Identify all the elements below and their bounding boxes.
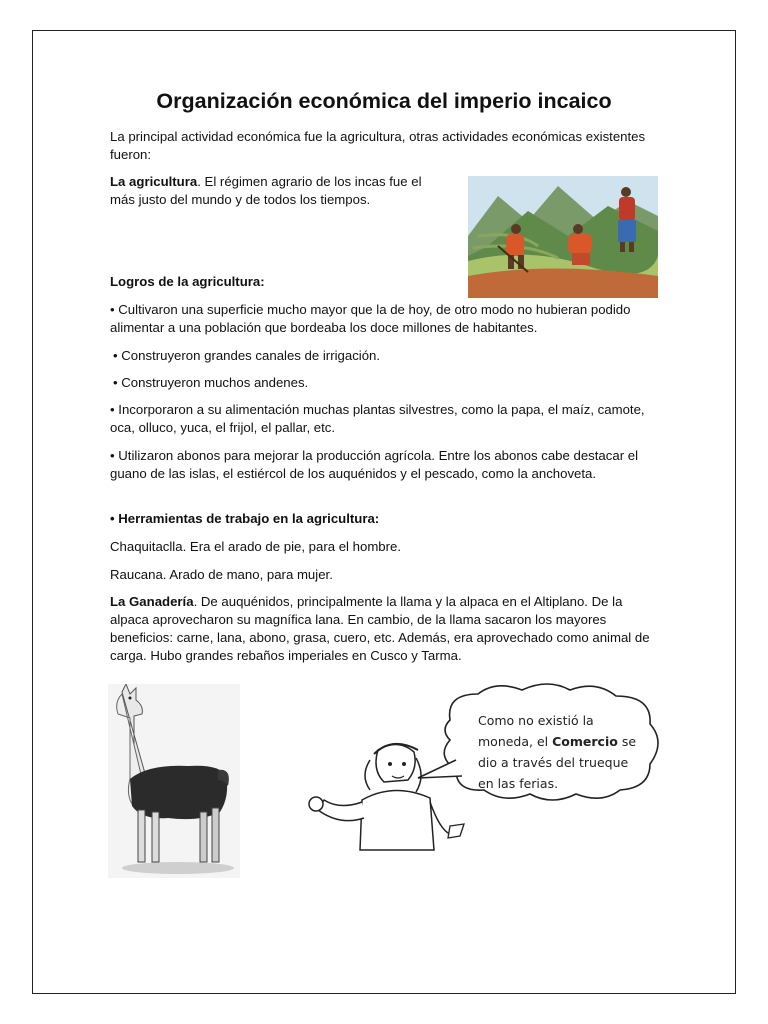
bubble-line-part: se [617,734,637,749]
bubble-line [478,731,648,752]
bubble-line-part: moneda, el [478,734,553,749]
herramientas-heading: • Herramientas de trabajo en la agricultura: [110,511,380,526]
raucana-text: Raucana. Arado de mano, para mujer. [110,567,333,582]
bubble-line: Como no existió la [478,713,594,728]
page-title: Organización económica del imperio incaico [156,89,612,113]
ganaderia-paragraph [110,593,660,665]
logro-item: • Incorporaron a su alimentación muchas plantas silvestres, como la papa, el maíz, camote, oca, olluco, yuca, el frijol, el pallar, etc. [110,402,645,435]
ganaderia-text: . De auquénidos, principalmente la llama y la alpaca en el Altiplano. De la alpaca aprovecharon su magnífica lana. En cambio, de la llama sacaron los mayores beneficios: carne, lana, abono, grasa, cuero, etc. Además, era aprovechado como animal de carga. Hubo grandes rebaños imperiales en Cusco y Tarma. [110,594,650,663]
chaquitaclla-text: Chaquitaclla. Era el arado de pie, para el hombre. [110,539,402,554]
llama-illustration [108,684,240,878]
intro-paragraph: La principal actividad económica fue la agricultura, otras actividades económicas existentes fueron: [110,129,646,162]
agricultura-text: . El régimen agrario de los incas fue el más justo del mundo y de todos los tiempos. [110,174,422,207]
bubble-line: en las ferias. [478,776,559,791]
logro-item: • Construyeron muchos andenes. [113,375,309,390]
inca-farmers-illustration [468,176,658,298]
agricultura-heading: La agricultura [110,174,198,189]
speech-bubble-text [478,710,648,794]
logro-item: • Cultivaron una superficie mucho mayor que la de hoy, de otro modo no hubieran podido alimentar a una población que bordeaba los doce millones de habitantes. [110,302,631,335]
logro-item: • Utilizaron abonos para mejorar la producción agrícola. Entre los abonos cabe destacar el guano de las islas, el estiércol de los auquénidos y el pescado, como la anchoveta. [110,448,639,481]
bubble-line: dio a través del trueque [478,755,629,770]
ganaderia-heading: La Ganadería [110,594,194,609]
agricultura-paragraph [110,173,442,209]
bubble-comercio: Comercio [552,734,618,749]
logros-heading: Logros de la agricultura: [110,274,265,289]
logro-item: • Construyeron grandes canales de irrigación. [113,348,381,363]
